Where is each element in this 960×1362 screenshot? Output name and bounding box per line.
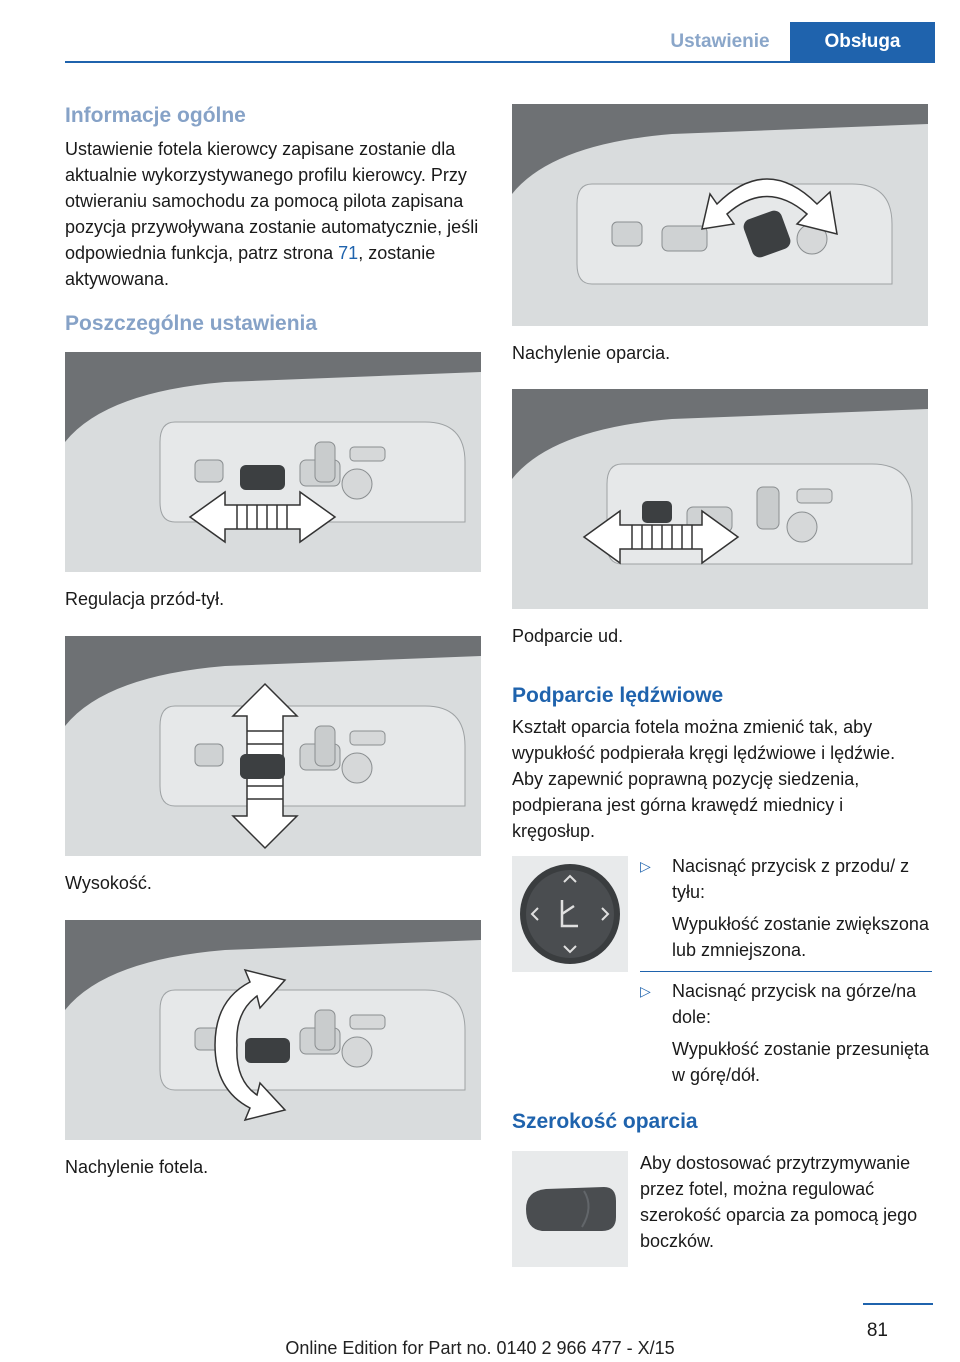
bullet-item xyxy=(640,853,932,905)
lumbar-paragraph: Kształt oparcia fotela można zmienić tak, aby wypukłość podpierała kręgi lędźwiowe i lędźwie. Aby zapewnić poprawną pozycję siedzenia, podpierana jest górna krawędź miednicy i kręgosłup. xyxy=(512,717,896,841)
seat-photo-thigh xyxy=(512,389,928,609)
bullet-result: Wypukłość zostanie przesunięta w górę/dół. xyxy=(672,1039,929,1085)
info-text-end: , zostanie aktywowana. xyxy=(65,243,436,289)
caption-fore-aft: Regulacja przód-tył. xyxy=(65,589,225,609)
seat-photo-tilt xyxy=(65,920,481,1140)
triangle-bullet-icon: ▷ xyxy=(640,858,651,874)
bullet-text: Nacisnąć przycisk na górze/na dole: xyxy=(672,981,917,1027)
page-ref-link[interactable]: 71 xyxy=(338,243,359,263)
footer-edition: Online Edition for Part no. 0140 2 966 477 - X/15 xyxy=(285,1338,675,1358)
heading-podparcie-ledzwiowe: Podparcie lędźwiowe xyxy=(512,684,724,707)
heading-poszczegolne: Poszczególne ustawienia xyxy=(65,312,318,335)
heading-informacje-ogolne: Informacje ogólne xyxy=(65,104,246,127)
chapter-tab: Obsługa xyxy=(790,22,935,62)
info-paragraph xyxy=(65,136,481,292)
triangle-bullet-icon: ▷ xyxy=(640,983,651,999)
seat-photo-height xyxy=(65,636,481,856)
section-title: Ustawienie xyxy=(670,31,770,52)
width-paragraph: Aby dostosować przytrzymywanie przez fotel, można regulować szerokość oparcia za pomocą jego boczków. xyxy=(640,1153,918,1251)
caption-thigh: Podparcie ud. xyxy=(512,626,624,646)
bullet-item xyxy=(640,978,932,1030)
page-number: 81 xyxy=(866,1320,888,1341)
page-header xyxy=(650,22,935,62)
backrest-width-button-photo xyxy=(512,1151,628,1267)
caption-tilt: Nachylenie fotela. xyxy=(65,1157,209,1177)
caption-height: Wysokość. xyxy=(65,873,152,893)
lumbar-instructions xyxy=(640,853,932,1088)
info-text: Ustawienie fotela kierowcy zapisane zostanie dla aktualnie wykorzystywanego profilu kierowcy. Przy otwieraniu samochodu za pomocą pilota zapisana pozycja przywoływana zostanie automatycznie, jeśli odpowiednia funkcja, patrz strona xyxy=(65,139,479,263)
seat-photo-backrest xyxy=(512,104,928,326)
lumbar-controller-photo xyxy=(512,856,628,972)
seat-photo-fore-aft xyxy=(65,352,481,572)
bullet-separator xyxy=(640,971,932,972)
caption-backrest: Nachylenie oparcia. xyxy=(512,343,671,363)
bullet-result: Wypukłość zostanie zwiększona lub zmniejszona. xyxy=(672,914,929,960)
header-rule xyxy=(65,61,935,63)
heading-szerokosc-oparcia: Szerokość oparcia xyxy=(512,1110,698,1133)
bullet-text: Nacisnąć przycisk z przodu/ z tyłu: xyxy=(672,856,910,902)
page-number-rule xyxy=(863,1303,933,1305)
